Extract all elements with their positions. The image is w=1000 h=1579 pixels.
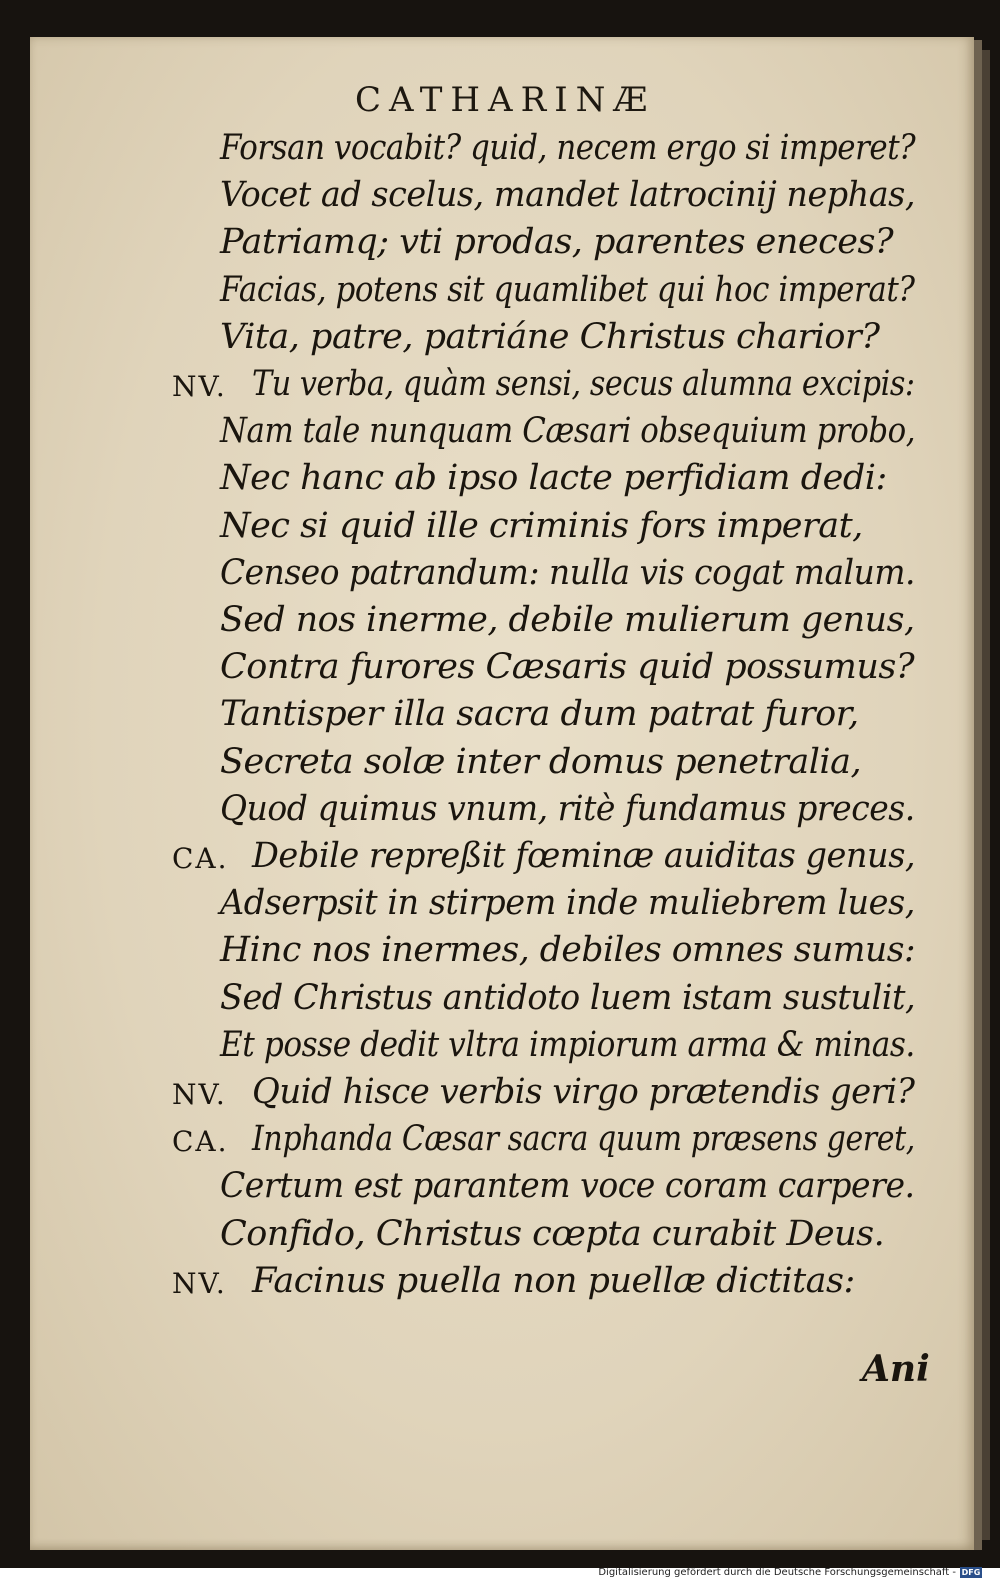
verse-line: Hinc nos inermes, debiles omnes sumus: bbox=[220, 930, 916, 970]
verse-line: Contra furores Cæsaris quid possumus? bbox=[220, 647, 915, 687]
verse-line: Confido, Christus cœpta curabit Deus. bbox=[220, 1214, 885, 1254]
verse-line: Tantisper illa sacra dum patrat furor, bbox=[220, 694, 859, 734]
speaker-label: NV. bbox=[172, 1267, 227, 1300]
speaker-label: CA. bbox=[172, 1125, 229, 1158]
verse-line: Forsan vocabit? quid, necem ergo si imperet? bbox=[220, 128, 916, 168]
catchword: Ani bbox=[862, 1348, 930, 1390]
verse-line: Adserpsit in stirpem inde muliebrem lues, bbox=[220, 883, 915, 923]
speaker-label: NV. bbox=[172, 370, 227, 403]
verse-line: Debile repreßit fœminæ auiditas genus, bbox=[252, 836, 916, 876]
verse-line: Sed nos inerme, debile mulierum genus, bbox=[220, 600, 915, 640]
verse-line: Inphanda Cæsar sacra quum præsens geret, bbox=[252, 1119, 915, 1159]
verse-line: Vita, patre, patriáne Christus charior? bbox=[220, 317, 880, 357]
verse-line: Vocet ad scelus, mandet latrocinij nephas, bbox=[220, 175, 916, 215]
verse-line: Facinus puella non puellæ dictitas: bbox=[252, 1261, 855, 1301]
verse-line: Certum est parantem voce coram carpere. bbox=[220, 1166, 915, 1206]
verse-line: Quod quimus vnum, ritè fundamus preces. bbox=[220, 789, 915, 829]
verse-line: Tu verba, quàm sensi, secus alumna excipis: bbox=[252, 364, 915, 404]
verse-line: Facias, potens sit quamlibet qui hoc imperat? bbox=[220, 270, 915, 310]
verse-line: Nam tale nunquam Cæsari obsequium probo, bbox=[220, 411, 916, 451]
speaker-label: NV. bbox=[172, 1078, 227, 1111]
running-head: CATHARINÆ bbox=[355, 80, 656, 120]
page-edge-shadow bbox=[982, 50, 990, 1540]
verse-line: Nec si quid ille criminis fors imperat, bbox=[220, 506, 863, 546]
footer-credit: Digitalisierung gefördert durch die Deutsche Forschungsgemeinschaft - bbox=[598, 1567, 956, 1578]
verse-line: Sed Christus antidoto luem istam sustulit, bbox=[220, 978, 916, 1018]
speaker-label: CA. bbox=[172, 842, 229, 875]
dfg-logo: DFG bbox=[961, 1568, 981, 1577]
verse-line: Quid hisce verbis virgo prætendis geri? bbox=[252, 1072, 915, 1112]
verse-line: Et posse dedit vltra impiorum arma & minas. bbox=[220, 1025, 915, 1065]
verse-line: Patriamq; vti prodas, parentes eneces? bbox=[220, 222, 894, 262]
verse-line: Nec hanc ab ipso lacte perfidiam dedi: bbox=[220, 458, 887, 498]
verse-line: Secreta solæ inter domus penetralia, bbox=[220, 742, 862, 782]
verse-line: Censeo patrandum: nulla vis cogat malum. bbox=[220, 553, 916, 593]
